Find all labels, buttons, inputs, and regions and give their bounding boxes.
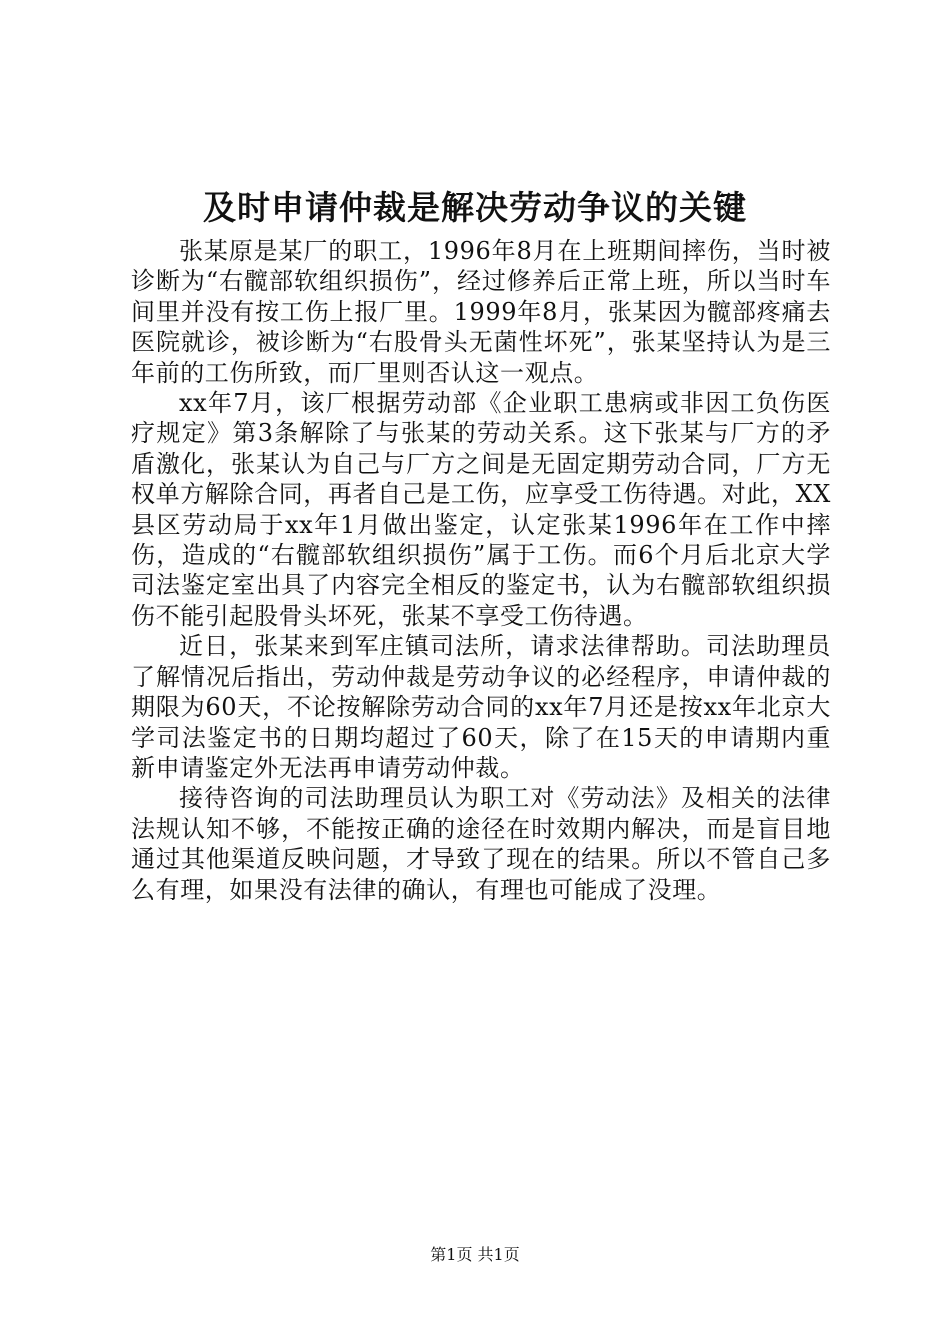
paragraph-2: xx年7月，该厂根据劳动部《企业职工患病或非因工负伤医疗规定》第3条解除了与张某的劳动关系。这下张某与厂方的矛盾激化，张某认为自己与厂方之间是无固定期劳动合同，厂方无权单方解除合同，再者自己是工伤，应享受工伤待遇。对此，XX县区劳动局于xx年1月做出鉴定，认定张某1996年在工作中摔伤，造成的“右髋部软组织损伤”属于工伤。而6个月后北京大学司法鉴定室出具了内容完全相反的鉴定书，认为右髋部软组织损伤不能引起股骨头坏死，张某不享受工伤待遇。: [131, 389, 831, 630]
paragraph-4: 接待咨询的司法助理员认为职工对《劳动法》及相关的法律法规认知不够，不能按正确的途径在时效期内解决，而是盲目地通过其他渠道反映问题，才导致了现在的结果。所以不管自己多么有理，如果没有法律的确认，有理也可能成了没理。: [131, 784, 831, 904]
page-number-footer: 第1页 共1页: [430, 1245, 520, 1264]
paragraph-1: 张某原是某厂的职工，1996年8月在上班期间摔伤，当时被诊断为“右髋部软组织损伤”，经过修养后正常上班，所以当时车间里并没有按工伤上报厂里。1999年8月，张某因为髋部疼痛去医院就诊，被诊断为“右股骨头无菌性坏死”，张某坚持认为是三年前的工伤所致，而厂里则否认这一观点。: [131, 237, 831, 387]
document-title: 及时申请仲裁是解决劳动争议的关键: [203, 188, 747, 227]
paragraph-3: 近日，张某来到军庄镇司法所，请求法律帮助。司法助理员了解情况后指出，劳动仲裁是劳动争议的必经程序，申请仲裁的期限为60天，不论按解除劳动合同的xx年7月还是按xx年北京大学司法鉴定书的日期均超过了60天，除了在15天的申请期内重新申请鉴定外无法再申请劳动仲裁。: [131, 632, 831, 782]
document-body: [131, 236, 831, 905]
